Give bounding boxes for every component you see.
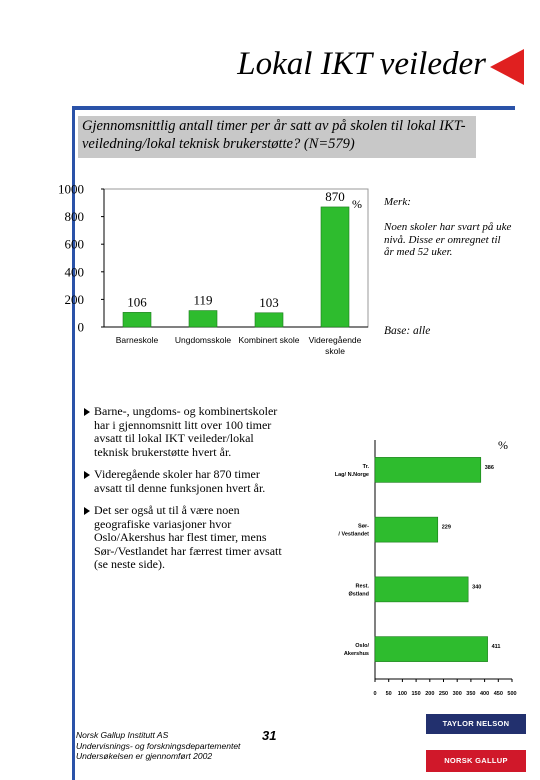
- y-tick-label: Akershus: [343, 651, 369, 658]
- data-label: 411: [491, 644, 501, 651]
- x-tick-label: Ungdomsskole: [174, 335, 232, 345]
- y-tick-label: Lag/ N.Norge: [334, 471, 369, 478]
- page-number: 31: [262, 728, 277, 743]
- unit-label: %: [498, 438, 508, 452]
- y-tick-label: 800: [64, 209, 84, 225]
- bullet-text: Barne-, ungdoms- og kombinertskoler har i gjennomsnitt litt over 100 timer avsatt til lokal IKT veileder/lokal teknisk brukerstøtte hvert år.: [94, 404, 278, 459]
- data-label: 386: [484, 464, 494, 471]
- x-tick-label: 50: [385, 691, 392, 697]
- y-tick-label: 200: [64, 291, 84, 307]
- logo-divider: [426, 734, 526, 750]
- data-label: 119: [193, 292, 213, 308]
- footer-date: Undersøkelsen er gjennomført 2002: [76, 751, 213, 761]
- data-label: 340: [472, 584, 482, 591]
- bullet-item: [84, 405, 284, 459]
- x-tick-label: 300: [452, 691, 462, 697]
- data-label: 103: [259, 294, 279, 310]
- y-tick-label: 0: [77, 319, 84, 335]
- logo-bottom-text: NORSK GALLUP: [426, 750, 526, 772]
- footer-company: Norsk Gallup Institutt AS: [76, 730, 169, 740]
- arrow-left-icon: [488, 47, 528, 87]
- y-tick-label: Tr.: [362, 463, 369, 470]
- y-tick-label: Sør-: [358, 523, 369, 530]
- x-tick-label: 0: [373, 691, 377, 697]
- x-tick-label: Barneskole: [115, 335, 159, 345]
- note-text: Noen skoler har svart på uke nivå. Disse er omregnet til år med 52 uker.: [384, 221, 512, 258]
- bar: [123, 312, 151, 327]
- bullet-item: [84, 504, 284, 572]
- x-tick-label: Kombinert skole: [238, 335, 300, 345]
- triangle-right-icon: [84, 471, 90, 479]
- data-label: 229: [441, 524, 451, 531]
- base-note: Base: alle: [384, 325, 431, 337]
- note-label: Merk:: [384, 196, 411, 208]
- company-logo: [426, 714, 526, 774]
- y-tick-label: Rest.: [355, 583, 369, 590]
- y-tick-label: Oslo/: [355, 643, 369, 650]
- y-tick-label: 600: [64, 236, 84, 252]
- y-tick-label: / Vestlandet: [338, 531, 369, 538]
- chart-school-type: [56, 178, 376, 368]
- bar: [255, 313, 283, 327]
- y-tick-label: Østland: [348, 591, 369, 598]
- bar: [321, 207, 349, 327]
- bullet-text: Videregående skoler har 870 timer avsatt til denne funksjonen hvert år.: [94, 467, 266, 495]
- footer-client: Undervisnings- og forskningsdepartementet: [76, 740, 241, 751]
- triangle-right-icon: [84, 507, 90, 515]
- x-tick-label: 100: [397, 691, 407, 697]
- bullet-list: [84, 405, 284, 581]
- x-tick-label: 450: [493, 691, 503, 697]
- x-tick-label: 400: [480, 691, 490, 697]
- x-tick-label: 500: [507, 691, 517, 697]
- x-tick-label: 150: [411, 691, 421, 697]
- x-tick-label: skole: [325, 346, 345, 356]
- x-tick-label: 250: [438, 691, 449, 697]
- y-tick-label: 400: [64, 264, 84, 280]
- question-box: Gjennomsnittlig antall timer per år satt av på skolen til lokal IKT-veiledning/lokal teknisk brukerstøtte? (N=579): [78, 116, 476, 158]
- bullet-item: [84, 468, 284, 495]
- logo-top-text: TAYLOR NELSON: [426, 714, 526, 734]
- x-tick-label: 350: [466, 691, 476, 697]
- bar: [375, 457, 481, 482]
- y-tick-label: 1000: [58, 181, 84, 197]
- x-tick-label: 200: [425, 691, 435, 697]
- bar: [189, 311, 217, 327]
- header-rule: [72, 106, 515, 110]
- page-title: Lokal IKT veileder: [237, 46, 486, 82]
- data-label: 106: [127, 294, 147, 310]
- bar: [375, 577, 468, 602]
- bullet-text: Det ser også ut til å være noen geografiske variasjoner hvor Oslo/Akershus har flest timer, mens Sør-/Vestlandet har færrest timer avsatt (se neste side).: [94, 503, 282, 571]
- x-tick-label: Videregående: [308, 335, 362, 345]
- unit-label: %: [352, 197, 362, 211]
- footer: [76, 730, 240, 762]
- bar: [375, 637, 488, 662]
- data-label: 870: [325, 188, 345, 204]
- chart-region: [300, 432, 525, 712]
- bar: [375, 517, 438, 542]
- triangle-right-icon: [84, 408, 90, 416]
